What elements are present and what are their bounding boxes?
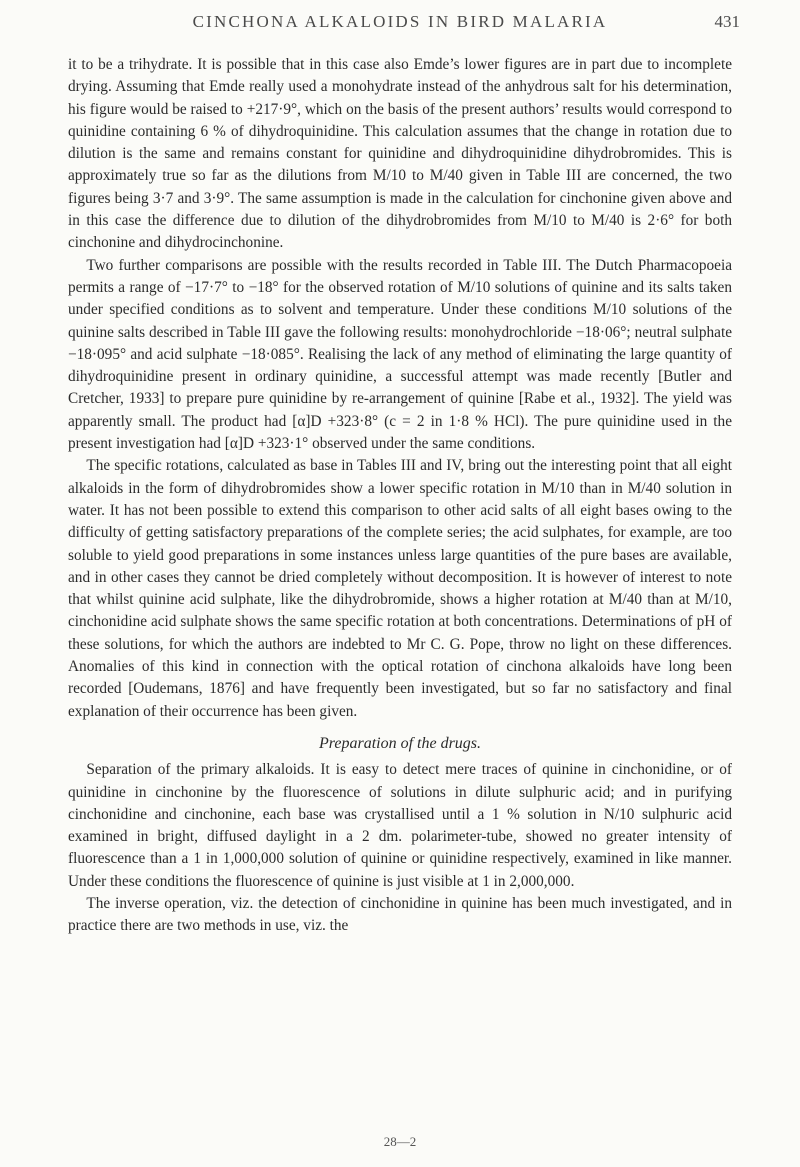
paragraph: Separation of the primary alkaloids. It is easy to detect mere traces of quinine in cinchonidine, or of quinidine in cinchonine by the fluorescence of solutions in dilute sulphuric acid; and in purifying cinchonidine and cinchonine, each base was crystallised until a 1 % solution in N/10 sulphuric acid examined in bright, diffused daylight in a 2 dm. polarimeter-tube, showed no greater intensity of fluorescence than a 1 in 1,000,000 solution of quinine or quinidine respectively, examined in like manner. Under these conditions the fluorescence of quinine is just visible at 1 in 2,000,000. xyxy=(68,761,732,890)
body-text xyxy=(68,54,732,938)
page-number: 431 xyxy=(714,12,740,31)
paragraph: it to be a trihydrate. It is possible that in this case also Emde’s lower figures are in part due to incomplete drying. Assuming that Emde really used a monohydrate instead of the anhydrous salt for his determination, his figure would be raised to +217·9°, which on the basis of the present authors’ results would correspond to quinidine containing 6 % of dihydroquinidine. This calculation assumes that the change in rotation due to dilution is the same and remains constant for quinidine and dihydroquinidine dihydrobromides. This is approximately true so far as the dilutions from M/10 to M/40 given in Table III are concerned, the two figures being 3·7 and 3·9°. The same assumption is made in the calculation for cinchonine given above and in this case the difference due to dilution of the dihydrobromides from M/10 to M/40 is 2·6° for both cinchonine and dihydrocinchonine. xyxy=(68,56,732,252)
signature-mark xyxy=(0,1134,800,1150)
paragraph: The specific rotations, calculated as base in Tables III and IV, bring out the interesting point that all eight alkaloids in the form of dihydrobromides show a lower specific rotation in M/10 than in M/40 solution in water. It has not been possible to extend this comparison to other acid salts of all eight bases owing to the difficulty of getting satisfactory preparations of the complete series; the acid sulphates, for example, are too soluble to yield good preparations in some instances unless large quantities of the pure bases are available, and in other cases they cannot be dried completely without decomposition. It is however of interest to note that whilst quinine acid sulphate, like the dihydrobromide, shows a higher rotation at M/40 than at M/10, cinchonidine acid sulphate shows the same specific rotation at both concentrations. Determinations of pH of these solutions, for which the authors are indebted to Mr C. G. Pope, throw no light on these differences. Anomalies of this kind in connection with the optical rotation of cinchona alkaloids have long been recorded [Oudemans, 1876] and have frequently been investigated, but so far no satisfactory and final explanation of their occurrence has been given. xyxy=(68,457,732,720)
paragraph: Two further comparisons are possible with the results recorded in Table III. The Dutch Pharmacopoeia permits a range of −17·7° to −18° for the observed rotation of M/10 solutions of quinine and its salts taken under specified conditions as to solvent and temperature. Under these conditions M/10 solutions of the quinine salts described in Table III gave the following results: monohydrochloride −18·06°; neutral sulphate −18·095° and acid sulphate −18·085°. Realising the lack of any method of eliminating the large quantity of dihydroquinidine present in ordinary quinidine, a successful attempt was made recently [Butler and Cretcher, 1933] to prepare pure quinidine by re-arrangement of quinine [Rabe et al., 1932]. The yield was apparently small. The product had [α]D +323·8° (c = 2 in 1·8 % HCl). The pure quinidine used in the present investigation had [α]D +323·1° observed under the same conditions. xyxy=(68,256,732,453)
running-head: CINCHONA ALKALOIDS IN BIRD MALARIA xyxy=(192,12,608,31)
signature-text: 28—2 xyxy=(383,1134,417,1149)
paragraph: The inverse operation, viz. the detection of cinchonidine in quinine has been much investigated, and in practice there are two methods in use, viz. the xyxy=(68,894,732,935)
page-header xyxy=(0,12,800,38)
section-title: Preparation of the drugs. xyxy=(318,734,482,752)
